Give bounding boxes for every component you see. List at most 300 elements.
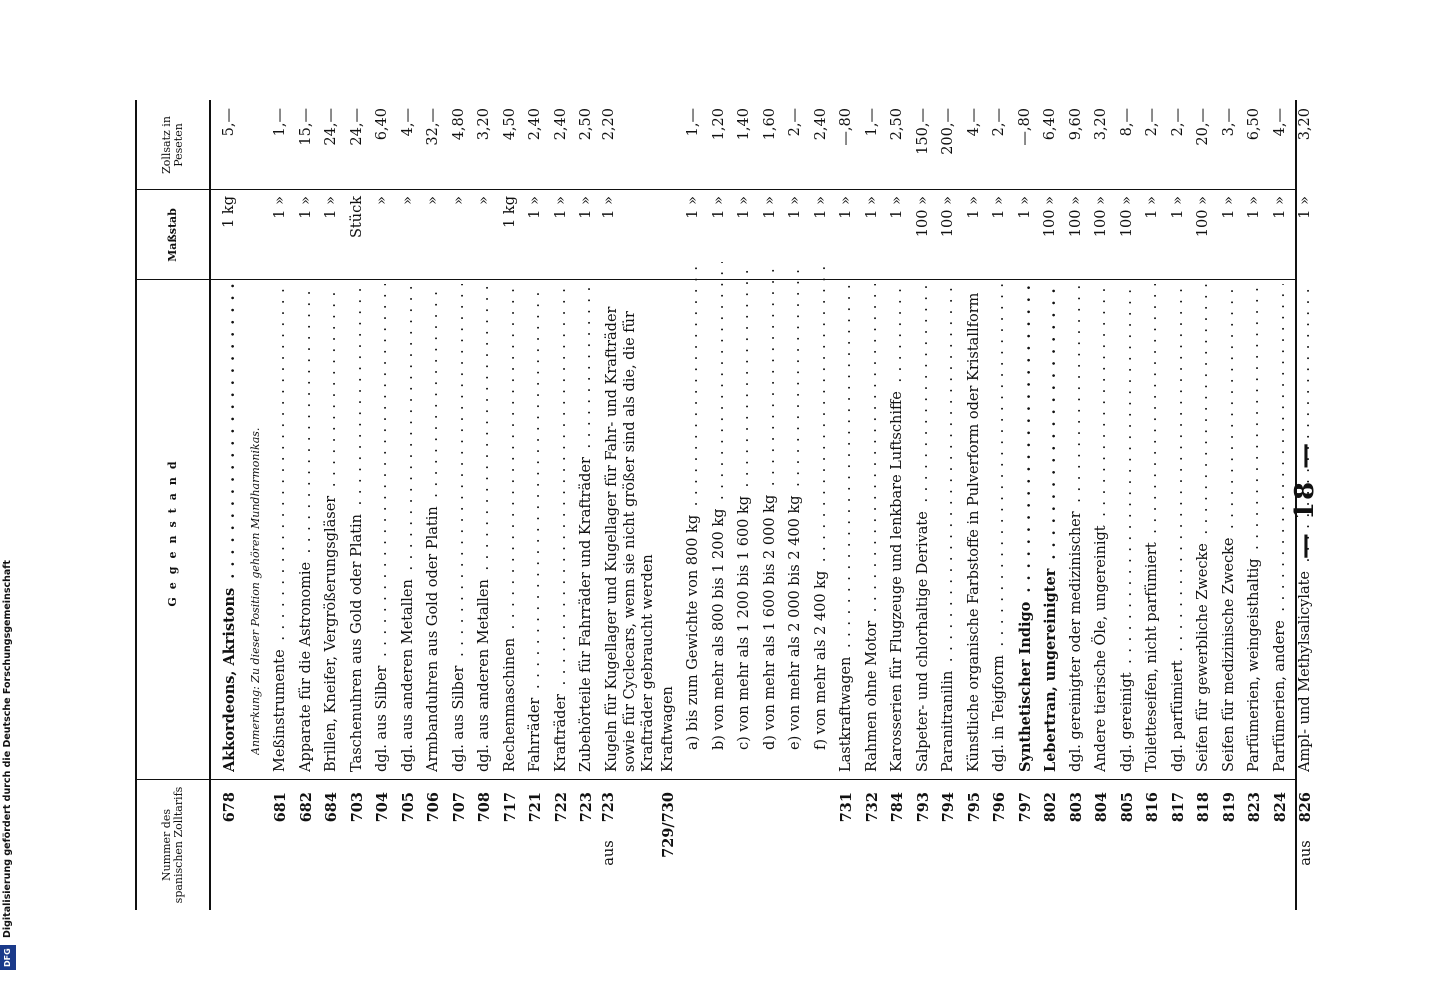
item-description <box>217 284 243 772</box>
item-description-text: dgl. parfümiert <box>1170 657 1186 772</box>
table-row <box>319 100 345 910</box>
tariff-number-text: 784 <box>889 792 906 823</box>
item-massstab <box>498 190 524 280</box>
item-massstab <box>472 190 498 280</box>
item-zollsatz-text: 2,— <box>1169 108 1186 137</box>
item-description <box>603 284 657 772</box>
item-massstab-text: 1 » <box>1246 196 1262 219</box>
tariff-number-text: 805 <box>1118 792 1136 823</box>
table-row <box>1115 100 1141 910</box>
header-massstab: Maßstab <box>166 208 179 262</box>
item-description-text: Taschenuhren aus Gold oder Platin <box>349 511 365 772</box>
item-description <box>447 284 473 772</box>
tariff-number-text: 708 <box>476 792 493 823</box>
item-description-text: e) von mehr als 2 000 bis 2 400 kg <box>787 492 803 750</box>
table-row <box>217 100 243 910</box>
item-zollsatz-text: 1,60 <box>761 108 778 141</box>
item-massstab <box>600 190 618 280</box>
item-description-text: c) von mehr als 1 200 bis 1 600 kg <box>736 493 752 750</box>
tariff-number-text: 794 <box>940 792 957 823</box>
item-massstab <box>549 190 575 280</box>
item-description <box>656 284 682 772</box>
item-massstab <box>1217 190 1243 280</box>
item-massstab <box>217 190 243 280</box>
item-description <box>1115 284 1141 772</box>
item-zollsatz <box>1191 100 1217 190</box>
item-description-text: Zubehörteile für Fahrräder und Krafträder <box>578 454 594 772</box>
item-description <box>783 262 809 750</box>
item-description <box>911 284 937 772</box>
item-zollsatz-text: 1,— <box>863 108 880 137</box>
item-massstab <box>574 190 600 280</box>
table-row <box>758 100 784 910</box>
table-row <box>600 100 656 910</box>
tariff-number <box>1191 792 1218 910</box>
item-description-text: Akkordeons, Akristons <box>221 585 238 772</box>
item-massstab-text: 1 » <box>1220 196 1237 219</box>
table-row <box>421 100 447 910</box>
item-zollsatz <box>1038 100 1064 190</box>
item-massstab <box>370 190 396 280</box>
table-row <box>707 100 733 910</box>
item-massstab-text: 1 » <box>991 196 1007 219</box>
item-massstab-text: Stück <box>348 196 365 239</box>
tariff-number <box>1064 792 1091 910</box>
item-description-text: dgl. aus anderen Metallen <box>400 576 416 772</box>
item-zollsatz-text: 32,— <box>425 108 441 146</box>
item-zollsatz-text: 2,40 <box>552 108 569 141</box>
item-description <box>1089 284 1115 772</box>
item-description <box>732 262 758 750</box>
item-description-text: Paranitranilin <box>940 668 956 772</box>
item-zollsatz-text: 3,— <box>1220 108 1237 137</box>
item-description <box>319 284 345 772</box>
item-zollsatz-text: 1,— <box>272 108 288 137</box>
tariff-number <box>1115 792 1142 910</box>
item-massstab <box>421 190 447 280</box>
item-description <box>243 267 269 755</box>
item-zollsatz <box>987 100 1013 190</box>
item-description <box>707 262 733 750</box>
header-gegenstand: Gegenstand <box>166 453 179 607</box>
item-description <box>1038 284 1064 772</box>
table-row <box>243 100 269 910</box>
item-massstab-text: 1 » <box>965 196 982 219</box>
item-description <box>1064 284 1090 772</box>
item-zollsatz <box>523 100 549 190</box>
item-description-text: Künstliche organische Farbstoffe in Pulverform oder Kristallform <box>966 290 982 772</box>
item-description-text: b) von mehr als 800 bis 1 200 kg <box>711 506 727 750</box>
item-zollsatz <box>396 100 422 190</box>
item-zollsatz <box>732 100 758 190</box>
item-description-text: a) bis zum Gewichte von 800 kg <box>685 512 701 750</box>
page-number: — 18 — <box>1290 440 1320 560</box>
table-row <box>1013 100 1039 910</box>
item-massstab-text: 1 » <box>600 196 617 219</box>
item-zollsatz <box>319 100 345 190</box>
table-row <box>1089 100 1115 910</box>
tariff-number <box>217 792 244 910</box>
item-zollsatz <box>1217 100 1243 190</box>
item-description-text: Rahmen ohne Motor <box>864 618 880 772</box>
tariff-number <box>523 792 550 910</box>
item-massstab-text: 1 » <box>838 196 854 219</box>
item-zollsatz-text: 8,— <box>1118 108 1135 137</box>
item-zollsatz <box>217 100 243 190</box>
tariff-number <box>396 792 423 910</box>
item-description <box>962 284 988 772</box>
tariff-number-text: 796 <box>991 792 1008 823</box>
item-zollsatz <box>860 100 886 190</box>
item-massstab <box>1166 190 1192 280</box>
tariff-number-text: 802 <box>1042 792 1059 823</box>
item-description-text: Lebertran, ungereinigter <box>1042 566 1059 772</box>
tariff-number <box>1089 792 1116 910</box>
table-row <box>656 100 682 910</box>
item-description-text: Ampl- und Methylsalicylate <box>1297 568 1313 772</box>
tariff-number-text: 723 <box>578 792 595 823</box>
digitization-credit <box>0 0 16 1000</box>
item-zollsatz <box>1089 100 1115 190</box>
tariff-number <box>1242 792 1269 910</box>
table-row <box>345 100 371 910</box>
item-description <box>370 284 396 772</box>
item-zollsatz-text: 24,— <box>323 108 339 146</box>
item-description-text: Seifen für gewerbliche Zwecke <box>1195 540 1211 772</box>
tariff-number-text: 681 <box>272 792 289 823</box>
item-massstab <box>447 190 473 280</box>
item-massstab <box>809 190 835 280</box>
tariff-number <box>834 792 861 910</box>
tariff-number <box>707 792 734 910</box>
tariff-table <box>135 100 1314 910</box>
item-description <box>294 284 320 772</box>
tariff-number-text: 703 <box>348 792 366 823</box>
table-row <box>809 100 835 910</box>
table-row <box>987 100 1013 910</box>
item-zollsatz <box>498 100 524 190</box>
item-zollsatz-text: 15,— <box>297 108 314 146</box>
item-description-text: dgl. gereinigter oder medizinischer <box>1068 508 1084 772</box>
item-zollsatz-text: 2,40 <box>812 108 829 141</box>
header-nummer: Nummer des spanischen Zolltarifs <box>160 786 185 904</box>
item-description <box>1191 284 1217 772</box>
item-massstab-text: 1 » <box>812 196 829 219</box>
item-massstab-text: 100 » <box>1118 196 1135 238</box>
item-massstab-text: 1 » <box>736 196 752 219</box>
item-massstab <box>681 190 707 280</box>
table-row <box>472 100 498 910</box>
header-zollsatz: Zollsatz in Peseten <box>160 116 185 174</box>
item-zollsatz-text: 3,20 <box>1093 108 1109 141</box>
item-description-text: f) von mehr als 2 400 kg <box>813 568 829 750</box>
item-zollsatz-text: 150,— <box>914 108 931 155</box>
item-zollsatz-text: 3,20 <box>476 108 492 141</box>
item-massstab-text: » <box>476 196 492 205</box>
item-zollsatz <box>707 100 733 190</box>
item-zollsatz-text: 2,— <box>1144 108 1160 137</box>
item-massstab <box>962 190 988 280</box>
item-description-text: Kugeln für Kugellager und Kugellager für Fahr- und Krafträder sowie für Cyclecars, wenn sie nicht größer sind als die, die für Krafträder gebraucht werden <box>603 306 656 772</box>
item-zollsatz-text: 4,— <box>965 108 982 137</box>
item-description <box>396 284 422 772</box>
item-zollsatz-text: 6,50 <box>1246 108 1262 141</box>
item-description-text: Rechenmaschinen <box>502 635 518 772</box>
item-description-text: Fahrräder <box>527 695 543 772</box>
tariff-number <box>911 792 938 910</box>
dfg-logo: DFG <box>0 945 16 970</box>
tariff-number <box>681 792 708 910</box>
item-massstab-text: 1 » <box>578 196 594 219</box>
item-zollsatz-text: —,80 <box>838 108 854 146</box>
table-row <box>1038 100 1064 910</box>
tariff-number <box>1217 792 1244 910</box>
tariff-number-text: 826 <box>1297 792 1314 823</box>
item-zollsatz <box>834 100 860 190</box>
item-massstab-text: 1 » <box>889 196 905 219</box>
item-massstab <box>268 190 294 280</box>
item-description-text: Karosserien für Flugzeuge und lenkbare Luftschiffe <box>889 388 905 772</box>
item-description-text: Parfümerien, weingeisthaltig <box>1246 555 1262 772</box>
tariff-number-text: 705 <box>399 792 417 823</box>
item-description-text: Apparate für die Astronomie <box>298 559 314 772</box>
item-zollsatz <box>268 100 294 190</box>
tariff-number-text: 818 <box>1195 792 1212 823</box>
item-zollsatz-text: 4,80 <box>450 108 467 141</box>
item-description-text: Toiletteseifen, nicht parfümiert <box>1144 539 1160 772</box>
table-row <box>1064 100 1090 910</box>
item-massstab <box>936 190 962 280</box>
item-description <box>345 284 371 772</box>
item-zollsatz <box>1064 100 1090 190</box>
item-zollsatz <box>681 100 707 190</box>
tariff-number <box>885 792 912 910</box>
tariff-number <box>656 792 683 910</box>
item-description <box>523 284 549 772</box>
item-zollsatz-text: 2,50 <box>889 108 905 141</box>
item-massstab <box>707 190 733 280</box>
item-massstab-text: » <box>374 196 390 205</box>
item-description-text: Lastkraftwagen <box>838 654 854 772</box>
item-zollsatz-text: 2,40 <box>527 108 543 141</box>
tariff-number-text: 795 <box>965 792 983 823</box>
item-zollsatz-text: 6,40 <box>1042 108 1058 141</box>
item-zollsatz <box>600 100 618 190</box>
item-massstab <box>732 190 758 280</box>
tariff-number <box>421 792 448 910</box>
item-massstab-text: 1 » <box>1169 196 1186 219</box>
tariff-number <box>809 792 836 910</box>
item-zollsatz-text: 5,— <box>221 108 237 137</box>
item-zollsatz-text: 4,50 <box>501 108 518 141</box>
item-massstab-text: 100 » <box>1067 196 1084 238</box>
tariff-number-text: 729/730 <box>659 792 677 858</box>
item-massstab-text: 1 » <box>323 196 339 219</box>
item-massstab-text: » <box>425 196 441 205</box>
item-description <box>936 284 962 772</box>
table-row <box>834 100 860 910</box>
tariff-number <box>243 792 270 910</box>
item-zollsatz <box>345 100 371 190</box>
table-row <box>962 100 988 910</box>
tariff-number <box>294 792 321 910</box>
item-description-text: dgl. aus anderen Metallen <box>476 576 492 772</box>
item-zollsatz-text: 1,— <box>685 108 701 137</box>
item-massstab-text: 1 » <box>1297 196 1313 219</box>
item-description <box>758 262 784 750</box>
item-description-text: Parfümerien, andere <box>1272 617 1288 772</box>
item-zollsatz-text: 2,20 <box>600 108 617 141</box>
item-description <box>472 284 498 772</box>
tariff-number-text: 717 <box>501 792 519 823</box>
tariff-number <box>447 792 474 910</box>
table-row <box>549 100 575 910</box>
item-massstab <box>860 190 886 280</box>
tariff-number <box>370 792 397 910</box>
item-massstab-text: 1 kg <box>501 196 518 228</box>
item-massstab-text: 1 » <box>761 196 778 219</box>
item-zollsatz <box>472 100 498 190</box>
table-row <box>268 100 294 910</box>
table-row <box>783 100 809 910</box>
item-zollsatz <box>783 100 809 190</box>
item-zollsatz <box>574 100 600 190</box>
table-header <box>135 100 211 910</box>
tariff-number <box>987 792 1014 910</box>
credit-text: Digitalisierung gefördert durch die Deutsche Forschungsgemeinschaft <box>2 560 13 939</box>
item-zollsatz-text: 6,40 <box>374 108 390 141</box>
table-row <box>523 100 549 910</box>
item-description <box>268 284 294 772</box>
item-zollsatz <box>758 100 784 190</box>
item-massstab <box>523 190 549 280</box>
item-description-text: Kraftwagen <box>660 683 676 772</box>
tariff-number <box>1038 792 1065 910</box>
item-massstab <box>1115 190 1141 280</box>
table-row <box>370 100 396 910</box>
item-description-text: Krafträder <box>553 691 569 772</box>
tariff-number <box>498 792 525 910</box>
tariff-number-text: 723 <box>599 792 617 823</box>
item-description <box>860 284 886 772</box>
table-row <box>574 100 600 910</box>
item-massstab <box>294 190 320 280</box>
item-description-text: Anmerkung: Zu dieser Position gehören Mundharmonikas. <box>249 425 262 755</box>
tariff-prefix: aus <box>600 840 617 866</box>
tariff-number <box>732 792 759 910</box>
table-row <box>1242 100 1268 910</box>
item-massstab <box>783 190 809 280</box>
item-zollsatz <box>1140 100 1166 190</box>
item-description-text: dgl. in Teigform <box>991 652 1007 772</box>
item-massstab <box>1064 190 1090 280</box>
item-zollsatz <box>936 100 962 190</box>
item-description <box>1217 284 1243 772</box>
tariff-number <box>758 792 785 910</box>
item-description <box>1140 284 1166 772</box>
item-zollsatz <box>1115 100 1141 190</box>
tariff-number-text: 793 <box>914 792 932 823</box>
tariff-number-text: 731 <box>838 792 855 823</box>
item-description-text: dgl. aus Silber <box>374 663 390 772</box>
tariff-number-text: 816 <box>1144 792 1161 823</box>
item-massstab-text: 1 » <box>527 196 543 219</box>
item-massstab-text: 1 » <box>1271 196 1288 219</box>
item-massstab <box>885 190 911 280</box>
item-massstab <box>319 190 345 280</box>
tariff-number-text: 797 <box>1016 792 1034 823</box>
tariff-number-text: 678 <box>221 792 238 823</box>
item-massstab <box>834 190 860 280</box>
item-description <box>1013 284 1039 772</box>
item-zollsatz <box>809 100 835 190</box>
item-massstab <box>396 190 422 280</box>
item-massstab-text: » <box>399 196 416 205</box>
item-description <box>834 284 860 772</box>
item-massstab <box>1140 190 1166 280</box>
item-description <box>809 262 835 750</box>
table-row <box>911 100 937 910</box>
item-massstab <box>911 190 937 280</box>
item-description-text: d) von mehr als 1 600 bis 2 000 kg <box>762 492 778 750</box>
item-massstab <box>1089 190 1115 280</box>
tariff-number <box>472 792 499 910</box>
tariff-number-text: 682 <box>297 792 315 823</box>
tariff-number-text: 824 <box>1271 792 1289 823</box>
table-row <box>396 100 422 910</box>
item-massstab-text: 100 » <box>1093 196 1109 238</box>
tariff-number-text: 704 <box>374 792 391 823</box>
tariff-number-text: 732 <box>863 792 881 823</box>
item-description <box>681 262 707 750</box>
item-zollsatz <box>370 100 396 190</box>
item-massstab-text: 1 » <box>787 196 803 219</box>
item-zollsatz-text: 2,— <box>787 108 803 137</box>
tariff-number <box>783 792 810 910</box>
item-description <box>498 284 524 772</box>
item-massstab-text: 100 » <box>914 196 931 238</box>
item-massstab-text: 1 » <box>1016 196 1033 219</box>
item-zollsatz <box>911 100 937 190</box>
item-zollsatz-text: 3,20 <box>1297 108 1313 141</box>
tariff-number-text: 722 <box>552 792 570 823</box>
item-massstab <box>987 190 1013 280</box>
tariff-number <box>549 792 576 910</box>
item-description <box>574 284 600 772</box>
table-row <box>294 100 320 910</box>
tariff-number-text: 804 <box>1093 792 1110 823</box>
item-zollsatz <box>885 100 911 190</box>
tariff-prefix: aus <box>1298 840 1314 866</box>
table-row <box>447 100 473 910</box>
item-zollsatz <box>447 100 473 190</box>
table-row <box>936 100 962 910</box>
item-description-text: Brillen, Kneifer, Vergrößerungsgläser <box>323 493 339 772</box>
item-description <box>549 284 575 772</box>
table-row <box>1217 100 1243 910</box>
item-massstab-text: 1 » <box>863 196 880 219</box>
item-massstab-text: 1 kg <box>221 196 237 228</box>
item-description-text: Synthetischer Indigo <box>1017 599 1034 772</box>
item-massstab-text: 1 » <box>272 196 288 219</box>
item-description <box>421 284 447 772</box>
item-zollsatz <box>962 100 988 190</box>
tariff-number <box>962 792 989 910</box>
item-massstab-text: 100 » <box>940 196 956 238</box>
item-massstab <box>1038 190 1064 280</box>
item-massstab-text: 1 » <box>1144 196 1160 219</box>
item-zollsatz <box>1166 100 1192 190</box>
